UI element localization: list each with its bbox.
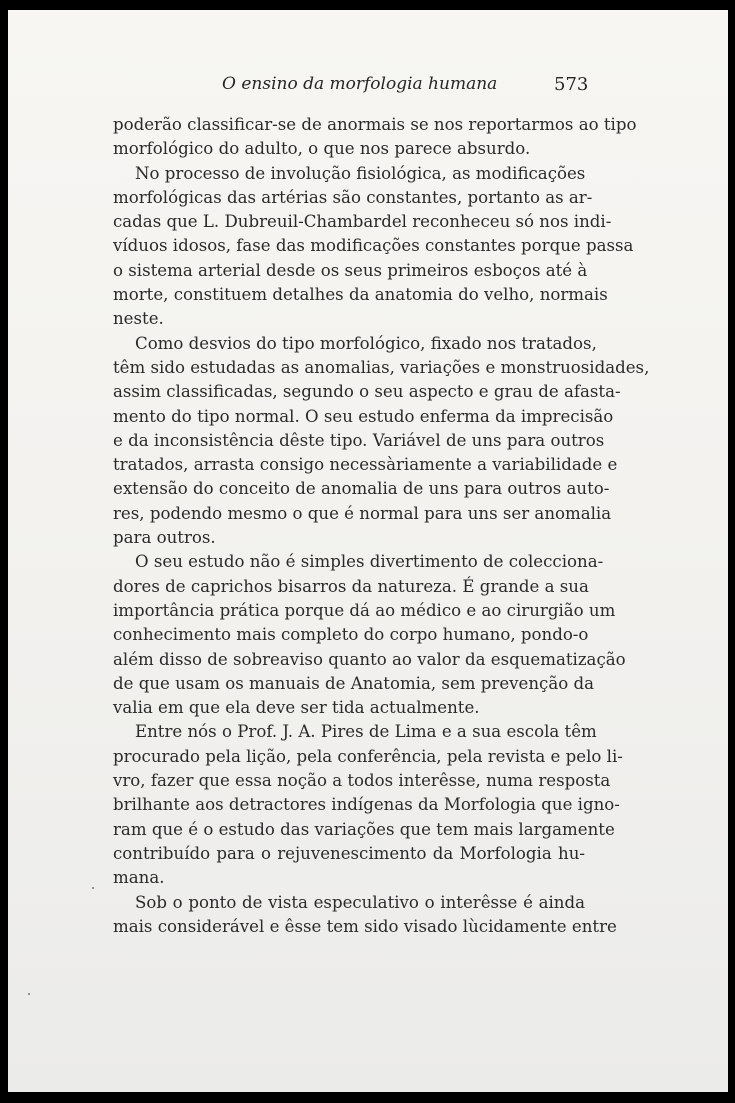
text-line: importância prática porque dá ao médico e ao cirurgião um [113, 600, 616, 620]
text-line: Como desvios do tipo morfológico, fixado nos tratados, [135, 333, 597, 353]
book-page [8, 10, 728, 1092]
text-line: procurado pela lição, pela conferência, pela revista e pelo li- [113, 746, 623, 766]
text-line: Entre nós o Prof. J. A. Pires de Lima e a sua escola têm [135, 722, 597, 742]
paper-speck [28, 993, 30, 995]
text-line: neste. [113, 309, 164, 329]
text-line: contribuído para o rejuvenescimento da Morfologia hu- [113, 843, 585, 863]
paper-speck [92, 887, 94, 889]
text-line: têm sido estudadas as anomalias, variações e monstruosidades, [113, 357, 650, 377]
text-line: mana. [113, 868, 165, 888]
text-line: víduos idosos, fase das modificações constantes porque passa [113, 236, 634, 256]
running-head [8, 74, 728, 100]
text-line: o sistema arterial desde os seus primeiros esboços até à [113, 260, 588, 280]
text-line: vro, fazer que essa noção a todos interêsse, numa resposta [113, 771, 611, 791]
text-line: cadas que L. Dubreuil-Chambardel reconheceu só nos indi- [113, 212, 612, 232]
text-line: brilhante aos detractores indígenas da Morfologia que igno- [113, 795, 620, 815]
text-line: No processo de involução fisiológica, as modificações [135, 163, 586, 183]
text-line: mento do tipo normal. O seu estudo enferma da imprecisão [113, 406, 614, 426]
text-line: valia em que ela deve ser tida actualmente. [113, 698, 480, 718]
text-line: ram que é o estudo das variações que tem mais largamente [113, 819, 615, 839]
text-line: poderão classificar-se de anormais se nos reportarmos ao tipo [113, 115, 637, 134]
text-line: assim classificadas, segundo o seu aspecto e grau de afasta- [113, 382, 621, 402]
text-line: para outros. [113, 528, 216, 548]
text-line: morte, constituem detalhes da anatomia do velho, normais [113, 285, 608, 305]
text-line: extensão do conceito de anomalia de uns para outros auto- [113, 479, 610, 499]
text-line: res, podendo mesmo o que é normal para uns ser anomalia [113, 503, 612, 523]
text-line: mais considerável e êsse tem sido visado lùcidamente entre [113, 916, 617, 936]
text-line: dores de caprichos bisarros da natureza. É grande a sua [113, 576, 589, 596]
text-line: O seu estudo não é simples divertimento de colecciona- [135, 552, 604, 572]
text-line: de que usam os manuais de Anatomia, sem prevenção da [113, 673, 594, 693]
text-line: conhecimento mais completo do corpo humano, pondo-o [113, 625, 589, 645]
text-line: morfológico do adulto, o que nos parece absurdo. [113, 139, 531, 159]
text-line: morfológicas das artérias são constantes, portanto as ar- [113, 187, 593, 207]
page-number: 573 [554, 74, 589, 95]
text-line: Sob o ponto de vista especulativo o interêsse é ainda [135, 892, 585, 912]
text-line: além disso de sobreaviso quanto ao valor da esquematização [113, 649, 626, 669]
text-line: tratados, arrasta consigo necessàriamente a variabilidade e [113, 455, 618, 475]
body-text [113, 113, 650, 939]
running-title: O ensino da morfologia humana [222, 74, 498, 94]
text-line: e da inconsistência dêste tipo. Variável de uns para outros [113, 430, 605, 450]
